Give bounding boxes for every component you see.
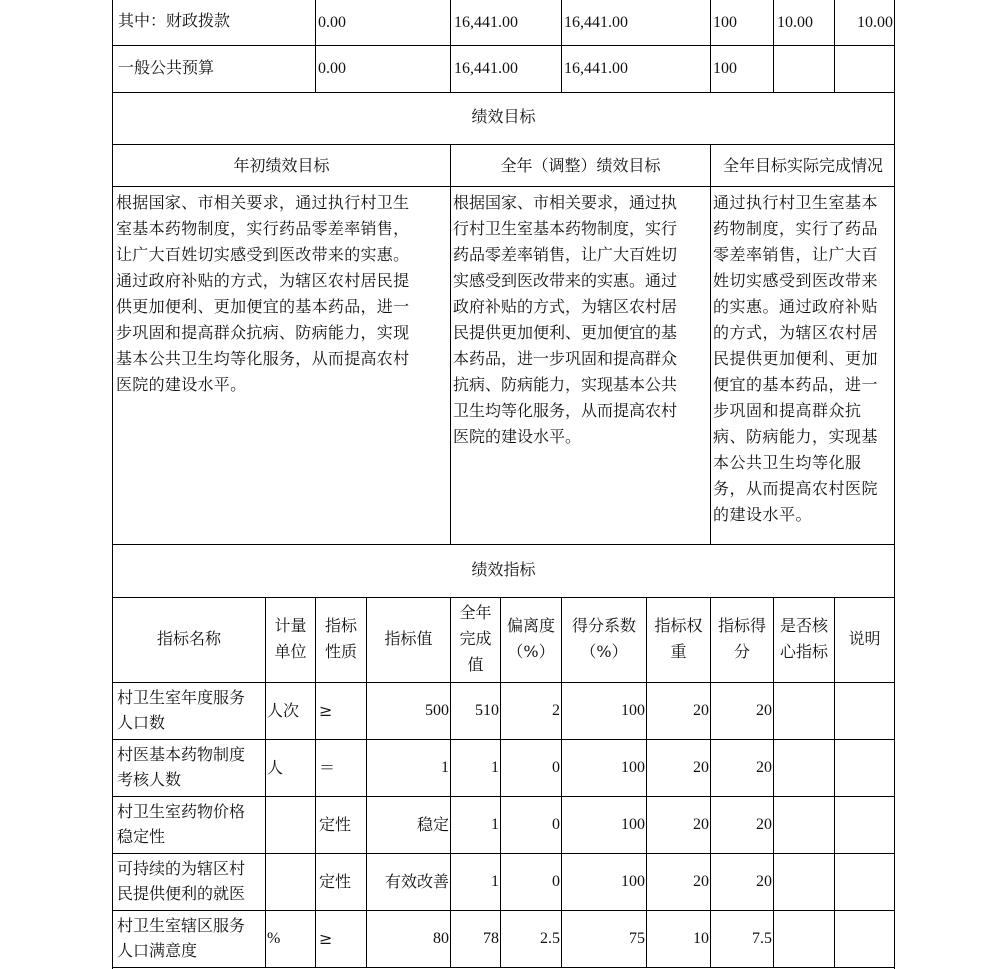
indicator-deviation: 0 xyxy=(552,873,560,890)
goal-line: 药物制度，实行了药品 xyxy=(713,219,879,238)
indicator-score: 7.5 xyxy=(752,930,772,947)
header-deviation: （%） xyxy=(507,642,555,661)
indicator-name: 村卫生室药物价格 xyxy=(117,802,246,821)
indicator-nature: ＝ xyxy=(319,758,336,777)
header-nature: 性质 xyxy=(324,642,357,661)
indicator-value: 1 xyxy=(441,759,449,776)
goal-line: 行村卫生室基本药物制度，实行 xyxy=(453,219,678,238)
indicator-score: 20 xyxy=(756,816,772,833)
indicator-coef: 100 xyxy=(621,816,645,833)
funding-label: 一般公共预算 xyxy=(118,58,215,77)
indicator-nature: ≥ xyxy=(319,701,333,720)
indicator-done: 78 xyxy=(483,930,499,947)
goal-line: 姓切实感受到医改带来 xyxy=(713,271,879,290)
header-score: 分 xyxy=(733,642,750,661)
goal-line: 步巩固和提高群众抗病、防病能力，实现 xyxy=(116,323,410,342)
header-done: 全年 xyxy=(459,603,492,622)
goal-line: 供更加便利、更加便宜的基本药品，进一 xyxy=(116,297,410,316)
goal-line: 务，从而提高农村医院 xyxy=(713,479,879,498)
goal-line: 零差率销售，让广大百 xyxy=(713,245,879,264)
header-weight: 指标权 xyxy=(654,616,703,635)
header-name: 指标名称 xyxy=(156,629,221,648)
goals-col3-header: 全年目标实际完成情况 xyxy=(722,156,883,175)
indicator-weight: 20 xyxy=(693,816,709,833)
funding-cell: 100 xyxy=(713,14,737,31)
indicator-score: 20 xyxy=(756,702,772,719)
funding-label: 其中：财政拨款 xyxy=(118,11,231,30)
indicator-nature: ≥ xyxy=(319,929,333,948)
indicator-done: 1 xyxy=(491,759,499,776)
goal-line: 医院的建设水平。 xyxy=(453,427,582,446)
indicator-score: 20 xyxy=(756,759,772,776)
indicator-nature: 定性 xyxy=(319,872,352,891)
indicator-value: 稳定 xyxy=(416,815,449,834)
goal-line: 实感受到医改带来的实惠。通过 xyxy=(453,271,678,290)
goal-line: 药品零差率销售，让广大百姓切 xyxy=(453,245,678,264)
funding-cell: 10.00 xyxy=(857,14,893,31)
header-value: 指标值 xyxy=(384,629,433,648)
indicator-deviation: 2 xyxy=(552,702,560,719)
goals-col3-text xyxy=(713,190,894,528)
goal-line: 抗病、防病能力，实现基本公共 xyxy=(453,375,678,394)
goal-line: 的方式，为辖区农村居 xyxy=(713,323,879,342)
header-deviation: 偏离度 xyxy=(506,616,555,635)
header-weight: 重 xyxy=(670,642,687,661)
header-core: 是否核 xyxy=(779,616,828,635)
funding-cell: 10.00 xyxy=(777,14,813,31)
goal-line: 卫生均等化服务，从而提高农村 xyxy=(453,401,678,420)
indicator-deviation: 2.5 xyxy=(540,930,560,947)
goal-line: 通过执行村卫生室基本 xyxy=(713,193,879,212)
funding-cell: 0.00 xyxy=(318,60,346,77)
goal-line: 政府补贴的方式，为辖区农村居 xyxy=(453,297,678,316)
goal-line: 室基本药物制度，实行药品零差率销售， xyxy=(116,219,410,238)
indicator-name: 人口满意度 xyxy=(117,941,198,960)
goal-line: 基本公共卫生均等化服务，从而提高农村 xyxy=(116,349,410,368)
indicator-weight: 20 xyxy=(693,759,709,776)
goals-col2-header: 全年（调整）绩效目标 xyxy=(500,156,661,175)
goal-line: 民提供更加便利、更加 xyxy=(713,349,879,368)
goal-line: 步巩固和提高群众抗 xyxy=(713,401,862,420)
header-nature: 指标 xyxy=(324,616,357,635)
goal-line: 根据国家、市相关要求，通过执 xyxy=(453,193,678,212)
funding-cell: 100 xyxy=(713,60,737,77)
goal-line: 病、防病能力，实现基 xyxy=(713,427,879,446)
goal-line: 根据国家、市相关要求，通过执行村卫生 xyxy=(116,193,410,212)
indicator-done: 1 xyxy=(491,873,499,890)
funding-cell: 0.00 xyxy=(318,14,346,31)
indicators-section-title: 绩效指标 xyxy=(471,560,536,579)
indicator-deviation: 0 xyxy=(552,816,560,833)
indicator-done: 1 xyxy=(491,816,499,833)
indicator-value: 80 xyxy=(433,930,449,947)
indicator-name: 考核人数 xyxy=(117,770,182,789)
goals-col1-text xyxy=(116,190,450,398)
indicator-weight: 10 xyxy=(693,930,709,947)
header-score: 指标得 xyxy=(717,616,766,635)
indicator-done: 510 xyxy=(475,702,499,719)
indicator-coef: 100 xyxy=(621,702,645,719)
goal-line: 本公共卫生均等化服 xyxy=(713,453,862,472)
indicator-name: 稳定性 xyxy=(117,827,166,846)
indicator-name: 民提供便利的就医 xyxy=(117,884,246,903)
indicator-name: 人口数 xyxy=(117,713,166,732)
indicator-value: 有效改善 xyxy=(384,872,449,891)
header-core: 心指标 xyxy=(779,642,828,661)
header-done: 完成 xyxy=(459,629,492,648)
indicator-score: 20 xyxy=(756,873,772,890)
funding-cell: 16,441.00 xyxy=(454,60,518,77)
goal-line: 通过政府补贴的方式，为辖区农村居民提 xyxy=(116,271,410,290)
funding-cell: 16,441.00 xyxy=(564,14,628,31)
goal-line: 的建设水平。 xyxy=(713,505,813,524)
goals-section-title: 绩效目标 xyxy=(471,107,536,126)
goal-line: 民提供更加便利、更加便宜的基 xyxy=(453,323,678,342)
goal-line: 的实惠。通过政府补贴 xyxy=(713,297,879,316)
indicator-name: 村卫生室年度服务 xyxy=(117,688,246,707)
indicator-name: 村医基本药物制度 xyxy=(117,745,246,764)
header-coef: （%） xyxy=(580,642,628,661)
header-done: 值 xyxy=(467,655,484,674)
indicator-weight: 20 xyxy=(693,702,709,719)
funding-cell: 16,441.00 xyxy=(454,14,518,31)
header-note: 说明 xyxy=(848,629,881,648)
goal-line: 医院的建设水平。 xyxy=(116,375,247,394)
indicator-coef: 100 xyxy=(621,873,645,890)
indicator-deviation: 0 xyxy=(552,759,560,776)
indicator-coef: 100 xyxy=(621,759,645,776)
indicator-unit: 人 xyxy=(267,758,284,777)
indicator-name: 村卫生室辖区服务 xyxy=(117,916,246,935)
header-unit: 计量 xyxy=(274,616,307,635)
indicator-unit: % xyxy=(267,930,281,947)
goal-line: 本药品，进一步巩固和提高群众 xyxy=(453,349,678,368)
indicator-value: 500 xyxy=(425,702,449,719)
header-unit: 单位 xyxy=(274,642,307,661)
indicator-coef: 75 xyxy=(629,930,645,947)
indicator-name: 可持续的为辖区村 xyxy=(117,859,246,878)
funding-cell: 16,441.00 xyxy=(564,60,628,77)
goal-line: 便宜的基本药品，进一 xyxy=(713,375,879,394)
indicator-weight: 20 xyxy=(693,873,709,890)
goals-col2-text xyxy=(453,190,709,450)
header-coef: 得分系数 xyxy=(571,616,636,635)
goal-line: 让广大百姓切实感受到医改带来的实惠。 xyxy=(116,245,410,264)
indicator-nature: 定性 xyxy=(319,815,352,834)
indicator-unit: 人次 xyxy=(267,701,300,720)
goals-col1-header: 年初绩效目标 xyxy=(233,156,330,175)
